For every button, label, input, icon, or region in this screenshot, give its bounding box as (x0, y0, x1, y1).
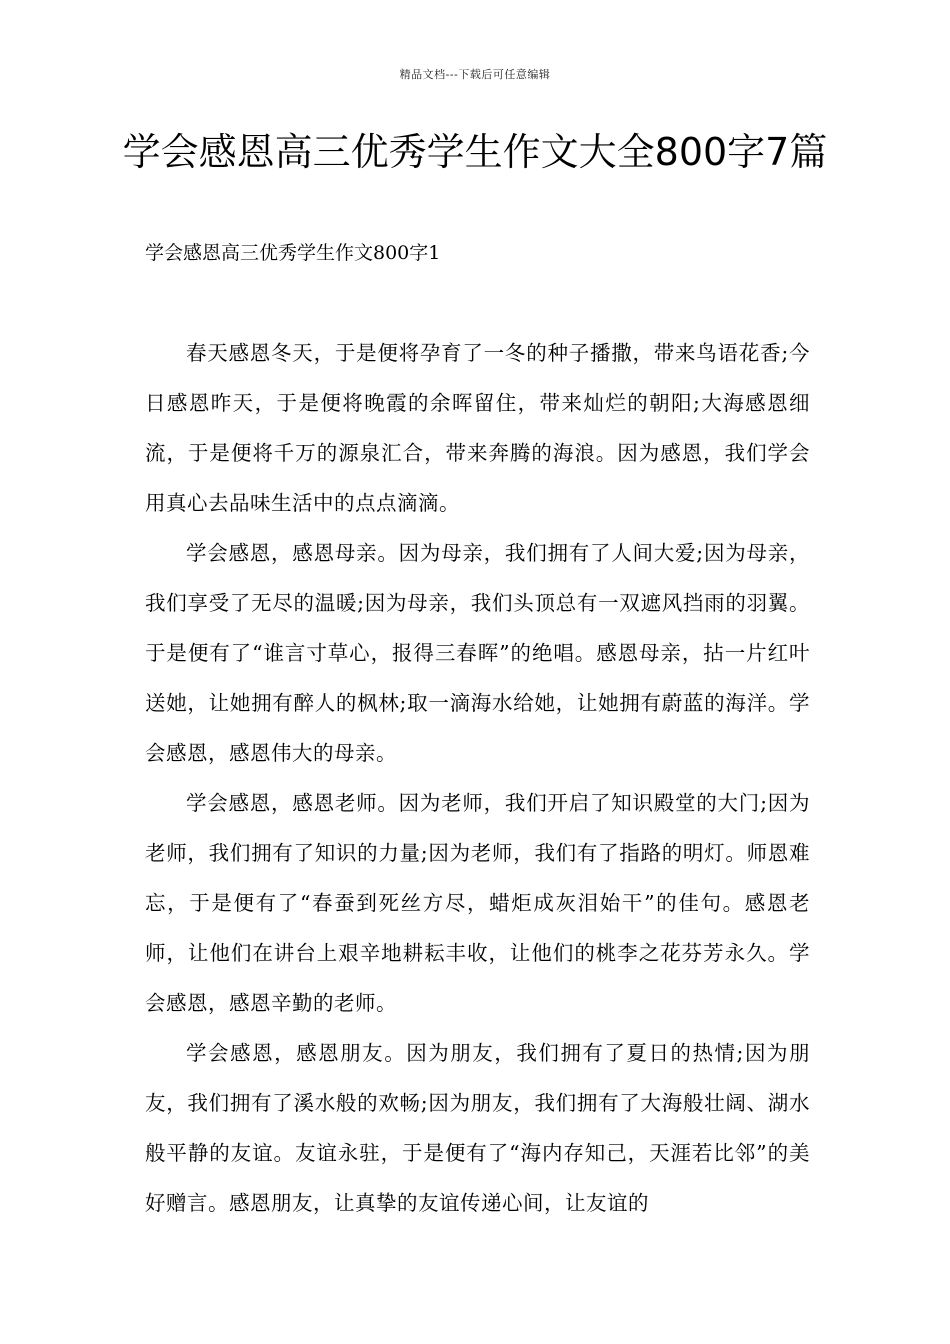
paragraph: 学会感恩，感恩母亲。因为母亲，我们拥有了人间大爱;因为母亲，我们享受了无尽的温暖;因为母亲，我们头顶总有一双遮风挡雨的羽翼。于是便有了“谁言寸草心，报得三春晖”的绝唱。感恩母亲，拈一片红叶送她，让她拥有醉人的枫林;取一滴海水给她，让她拥有蔚蓝的海洋。学会感恩，感恩伟大的母亲。 (145, 541, 810, 765)
document-title: 学会感恩高三优秀学生作文大全800字7篇 (122, 130, 828, 174)
paragraph: 学会感恩，感恩朋友。因为朋友，我们拥有了夏日的热情;因为朋友，我们拥有了溪水般的欢畅;因为朋友，我们拥有了大海般壮阔、湖水般平静的友谊。友谊永驻，于是便有了“海内存知己，天涯若比邻”的美好赠言。感恩朋友，让真挚的友谊传递心间，让友谊的 (145, 1041, 810, 1215)
paragraph: 学会感恩，感恩老师。因为老师，我们开启了知识殿堂的大门;因为老师，我们拥有了知识的力量;因为老师，我们有了指路的明灯。师恩难忘，于是便有了“春蚕到死丝方尽，蜡炬成灰泪始干”的佳句。感恩老师，让他们在讲台上艰辛地耕耘丰收，让他们的桃李之花芬芳永久。学会感恩，感恩辛勤的老师。 (145, 791, 810, 1015)
paragraph: 春天感恩冬天，于是便将孕育了一冬的种子播撒，带来鸟语花香;今日感恩昨天，于是便将晚霞的余晖留住，带来灿烂的朝阳;大海感恩细流，于是便将千万的源泉汇合，带来奔腾的海浪。因为感恩，我们学会用真心去品味生活中的点点滴滴。 (145, 341, 810, 515)
document-subtitle: 学会感恩高三优秀学生作文800字1 (145, 242, 441, 264)
header-note: 精品文档---下载后可任意编辑 (399, 68, 551, 81)
document-body (145, 328, 810, 1228)
